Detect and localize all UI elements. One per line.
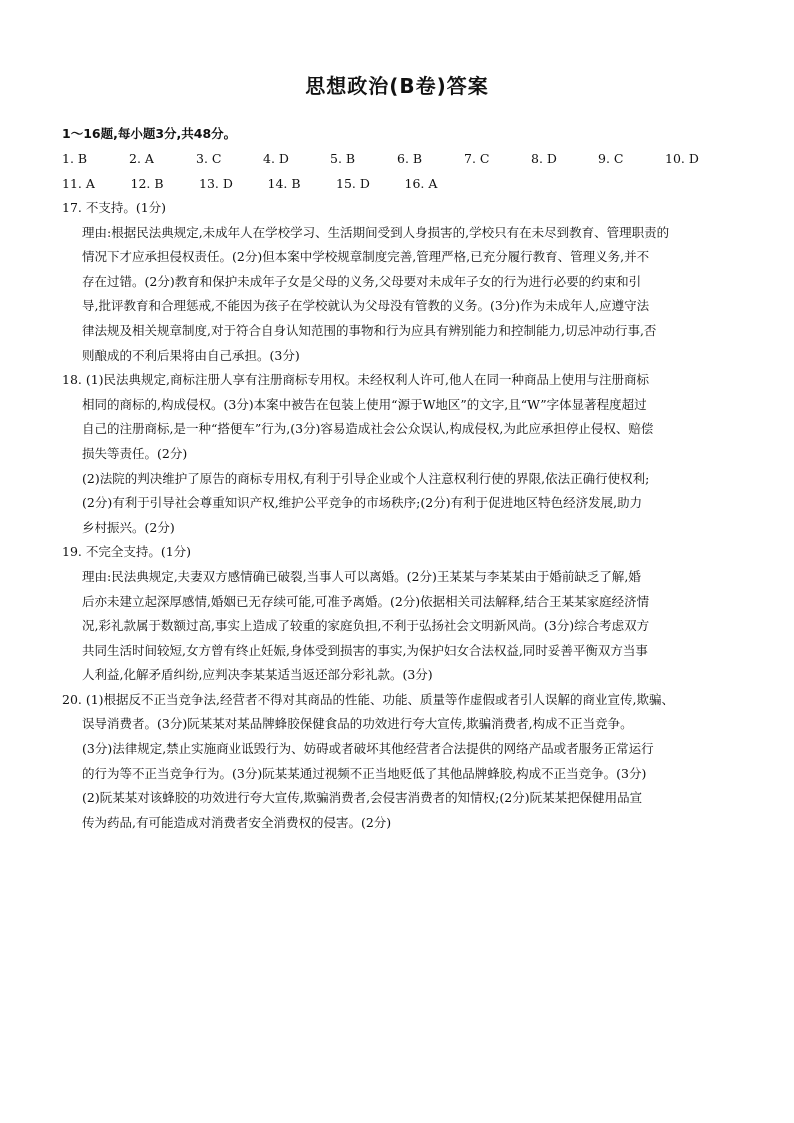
- mc-answer: 15. D: [336, 176, 370, 191]
- mc-answers-row-2: [62, 171, 732, 196]
- answer-line: 传为药品,有可能造成对消费者安全消费权的侵害。(2分): [82, 814, 392, 830]
- answer-line: 的行为等不正当竞争行为。(3分)阮某某通过视频不正当地贬低了其他品牌蜂胶,构成不正当竞争。(3分): [82, 765, 647, 781]
- answer-line: 乡村振兴。(2分): [82, 519, 175, 535]
- answer-line: 理由:民法典规定,夫妻双方感情确已破裂,当事人可以离婚。(2分)王某某与李某某由于婚前缺乏了解,婚: [82, 568, 641, 584]
- mc-answer: 8. D: [531, 151, 557, 166]
- question-17: [62, 196, 732, 368]
- question-20-head: 20. (1)根据反不正当竞争法,经营者不得对其商品的性能、功能、质量等作虚假或者引人误解的商业宣传,欺骗、: [62, 691, 675, 707]
- question-19: [62, 540, 732, 688]
- answer-line: (2分)有利于引导社会尊重知识产权,维护公平竞争的市场秩序;(2分)有利于促进地区特色经济发展,助力: [82, 495, 643, 511]
- mc-answer: 5. B: [330, 151, 356, 166]
- question-20: [62, 688, 732, 836]
- answer-line: 律法规及相关规章制度,对于符合自身认知范围的事物和行为应具有辨别能力和控制能力,切忌冲动行事,否: [82, 322, 657, 338]
- page-title: 思想政治(B卷)答案: [305, 74, 489, 98]
- mc-answer: 7. C: [464, 151, 490, 166]
- answer-line: (2)阮某某对该蜂胶的功效进行夸大宣传,欺骗消费者,会侵害消费者的知情权;(2分)阮某某把保健用品宣: [82, 790, 643, 806]
- answer-line: 则酿成的不利后果将由自己承担。(3分): [82, 347, 300, 363]
- mc-answer: 4. D: [263, 151, 289, 166]
- mc-answer: 6. B: [397, 151, 423, 166]
- answer-line: 情况下才应承担侵权责任。(2分)但本案中学校规章制度完善,管理严格,已充分履行教育、管理义务,并不: [82, 249, 650, 265]
- answer-line: 人利益,化解矛盾纠纷,应判决李某某适当返还部分彩礼款。(3分): [82, 667, 433, 683]
- mc-answer: 9. C: [598, 151, 624, 166]
- answer-line: 理由:根据民法典规定,未成年人在学校学习、生活期间受到人身损害的,学校只有在未尽到教育、管理职责的: [82, 224, 670, 240]
- answer-content: [62, 122, 732, 835]
- answer-line: (2)法院的判决维护了原告的商标专用权,有利于引导企业或个人注意权利行使的界限,依法正确行使权利;: [82, 470, 650, 486]
- answer-line: 自己的注册商标,是一种“搭便车”行为,(3分)容易造成社会公众误认,构成侵权,为此应承担停止侵权、赔偿: [82, 421, 654, 437]
- mc-answer: 11. A: [62, 176, 95, 191]
- answer-line: 相同的商标的,构成侵权。(3分)本案中被告在包装上使用“源于W地区”的文字,且“W”字体显著程度超过: [82, 396, 647, 412]
- answer-line: 导,批评教育和合理惩戒,不能因为孩子在学校就认为父母没有管教的义务。(3分)作为未成年人,应遵守法: [82, 298, 650, 314]
- mc-answer: 12. B: [130, 176, 164, 191]
- answer-line: 损失等责任。(2分): [82, 445, 188, 461]
- mc-answers-row-1: [62, 146, 732, 171]
- mc-answer: 2. A: [129, 151, 154, 166]
- answer-line: 况,彩礼款属于数额过高,事实上造成了较重的家庭负担,不利于弘扬社会文明新风尚。(3分)综合考虑双方: [82, 618, 650, 634]
- answer-line: (3分)法律规定,禁止实施商业诋毁行为、妨碍或者破坏其他经营者合法提供的网络产品或者服务正常运行: [82, 741, 654, 757]
- question-19-head: 19. 不完全支持。(1分): [62, 544, 192, 560]
- question-18-head: 18. (1)民法典规定,商标注册人享有注册商标专用权。未经权利人许可,他人在同一种商品上使用与注册商标: [62, 372, 650, 388]
- mc-answer: 1. B: [62, 151, 88, 166]
- answer-line: 存在过错。(2分)教育和保护未成年子女是父母的义务,父母要对未成年子女的行为进行必要的约束和引: [82, 273, 642, 289]
- mc-header: 1～16题,每小题3分,共48分。: [62, 126, 237, 141]
- answer-line: 共同生活时间较短,女方曾有终止妊娠,身体受到损害的事实,为保护妇女合法权益,同时妥善平衡双方当事: [82, 642, 648, 658]
- answer-line: 误导消费者。(3分)阮某某对某品牌蜂胶保健食品的功效进行夸大宣传,欺骗消费者,构成不正当竞争。: [82, 716, 633, 732]
- mc-answer: 10. D: [665, 151, 699, 166]
- answer-line: 后亦未建立起深厚感情,婚姻已无存续可能,可准予离婚。(2分)依据相关司法解释,结合王某某家庭经济情: [82, 593, 650, 609]
- mc-answer: 3. C: [196, 151, 222, 166]
- mc-answer: 13. D: [199, 176, 233, 191]
- mc-answer: 14. B: [267, 176, 301, 191]
- question-18: [62, 368, 732, 540]
- mc-answer: 16. A: [404, 176, 438, 191]
- question-17-head: 17. 不支持。(1分): [62, 200, 167, 215]
